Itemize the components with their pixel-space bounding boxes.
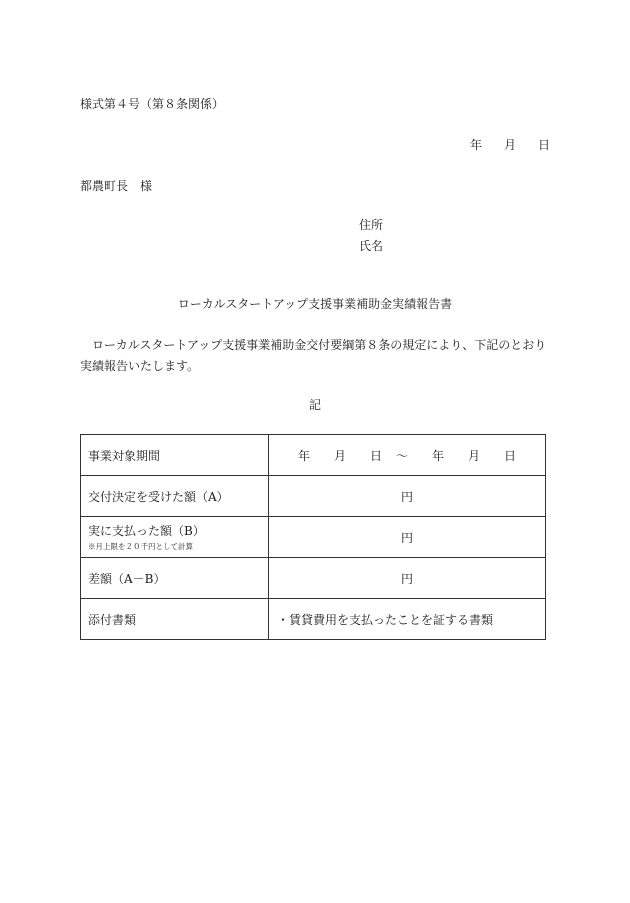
attach-value: ・賃貸費用を支払ったことを証する書類 <box>269 599 546 640</box>
period-day1: 日 <box>369 448 382 463</box>
name-label: 氏名 <box>359 239 384 253</box>
table-row <box>81 435 546 476</box>
date-year: 年 <box>470 138 483 152</box>
date-line <box>470 137 550 153</box>
period-label: 事業対象期間 <box>81 435 269 476</box>
table-row <box>81 476 546 517</box>
diff-unit: 円 <box>269 558 546 599</box>
period-day2: 日 <box>504 448 517 463</box>
granted-unit: 円 <box>269 476 546 517</box>
paid-note: ※月上限を２０千円として計算 <box>88 542 193 551</box>
table-row <box>81 517 546 558</box>
period-value <box>269 435 546 476</box>
body-text: ローカルスタートアップ支援事業補助金交付要綱第８条の規定により、下記のとおり実績報告いたします。 <box>80 338 547 373</box>
period-month1: 月 <box>333 448 346 463</box>
document-title: ローカルスタートアップ支援事業補助金実績報告書 <box>177 297 453 311</box>
attach-label: 添付書類 <box>81 599 269 640</box>
form-number: 様式第４号（第８条関係） <box>80 97 225 111</box>
date-month: 月 <box>504 138 517 152</box>
paid-unit: 円 <box>269 517 546 558</box>
period-year1: 年 <box>297 448 310 463</box>
ki-heading: 記 <box>308 398 321 412</box>
date-day: 日 <box>538 138 551 152</box>
address-label: 住所 <box>359 218 384 232</box>
period-month2: 月 <box>468 448 481 463</box>
table-row <box>81 558 546 599</box>
diff-label: 差額（A－B） <box>81 558 269 599</box>
recipient: 都農町長 様 <box>80 179 153 193</box>
report-table <box>80 434 546 640</box>
period-tilde: ～ <box>395 448 408 463</box>
paid-label: 実に支払った額（B） <box>88 524 205 538</box>
table-row <box>81 599 546 640</box>
paid-cell <box>81 517 269 558</box>
period-year2: 年 <box>432 448 445 463</box>
granted-label: 交付決定を受けた額（A） <box>81 476 269 517</box>
